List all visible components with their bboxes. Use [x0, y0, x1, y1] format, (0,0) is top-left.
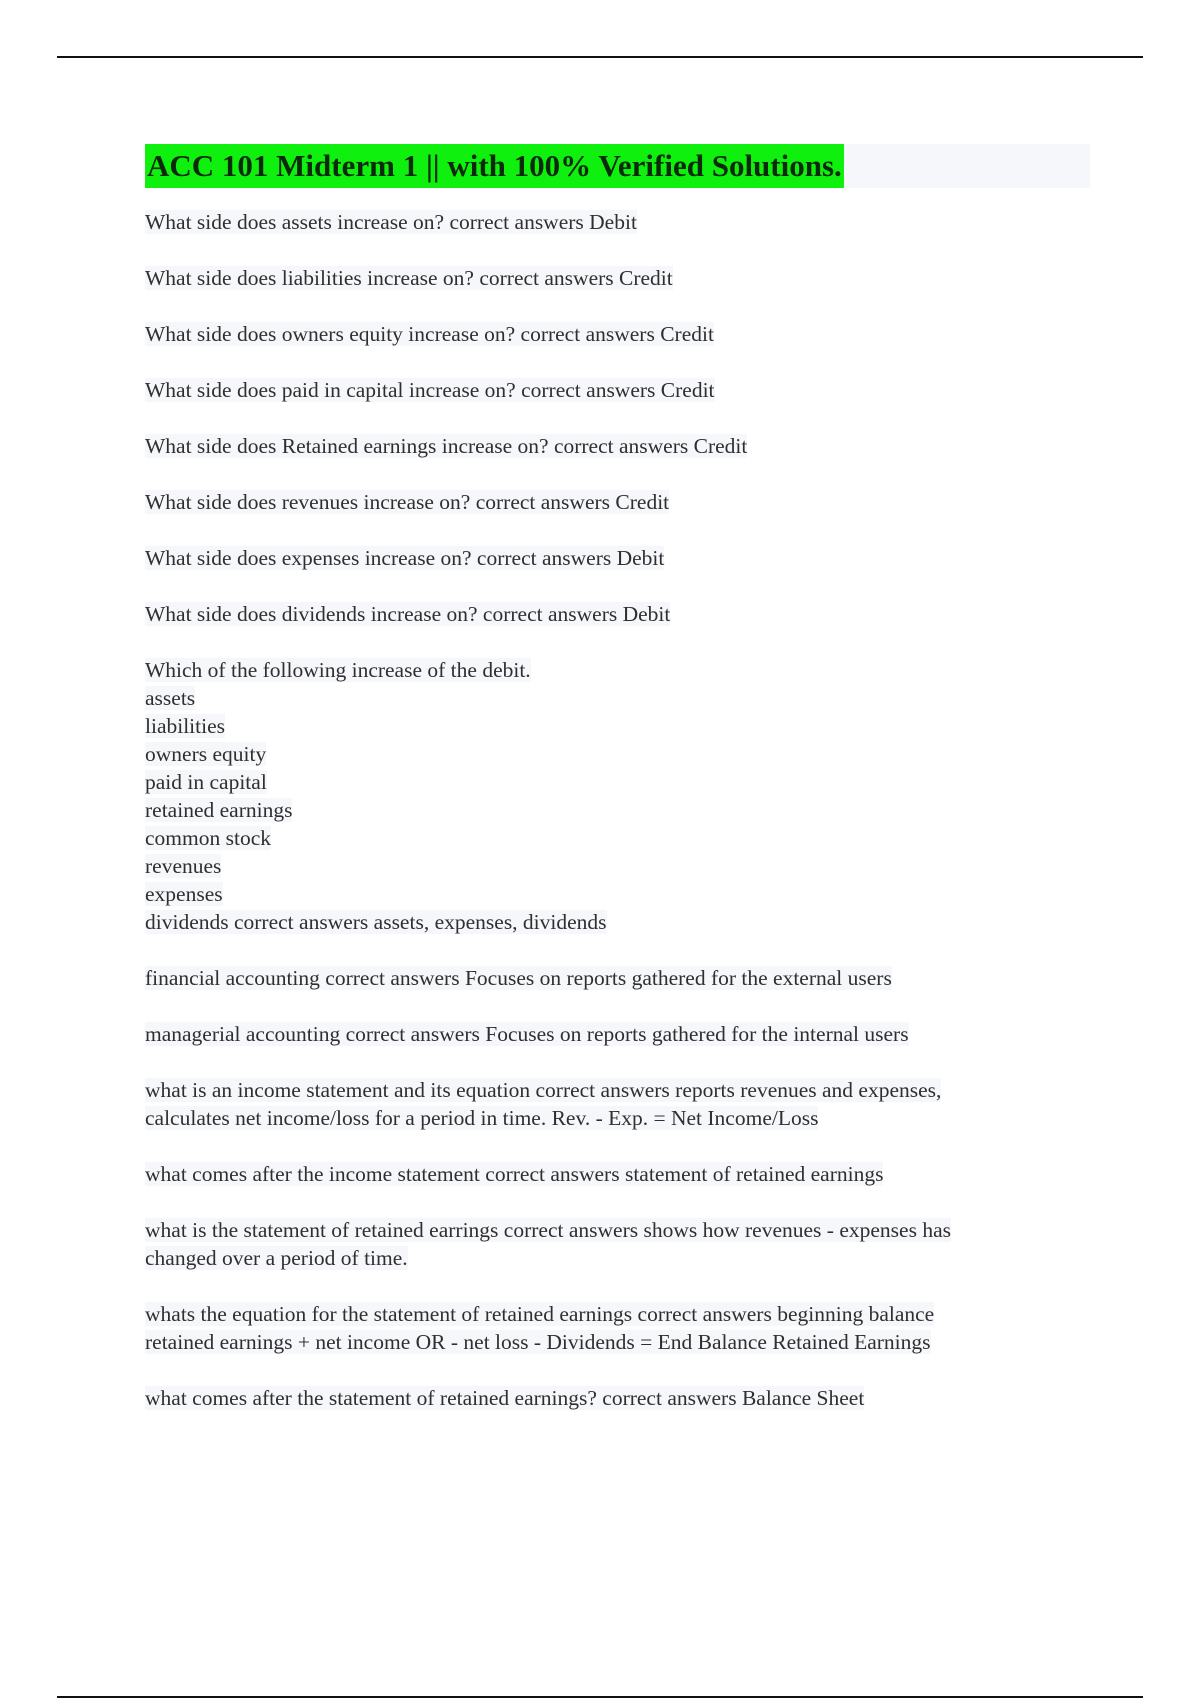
qa-item: What side does revenues increase on? correct answers Credit	[145, 490, 670, 514]
qa-item: What side does expenses increase on? correct answers Debit	[145, 546, 665, 570]
top-rule	[57, 56, 1143, 58]
qa-item: What side does paid in capital increase on? correct answers Credit	[145, 378, 715, 402]
title-band	[145, 144, 1090, 188]
qa-item: What side does owners equity increase on? correct answers Credit	[145, 322, 714, 346]
qa-item: What side does dividends increase on? correct answers Debit	[145, 602, 671, 626]
bottom-rule	[57, 1696, 1143, 1698]
qa-item: What side does assets increase on? correct answers Debit	[145, 210, 637, 234]
qa-item: Which of the following increase of the debit. assets liabilities owners equity paid in capital retained earnings common stock revenues expenses dividends correct answers assets, expenses, dividends	[145, 658, 607, 934]
document-title: ACC 101 Midterm 1 || with 100% Verified Solutions.	[145, 144, 844, 188]
qa-item: managerial accounting correct answers Focuses on reports gathered for the internal users	[145, 1022, 909, 1046]
qa-item: what comes after the income statement correct answers statement of retained earnings	[145, 1162, 884, 1186]
qa-item: what is an income statement and its equation correct answers reports revenues and expenses, calculates net income/loss for a period in time. Rev. - Exp. = Net Income/Loss	[145, 1078, 942, 1130]
qa-item: what comes after the statement of retained earnings? correct answers Balance Sheet	[145, 1386, 865, 1410]
document-body	[145, 144, 1090, 1440]
qa-item: What side does Retained earnings increase on? correct answers Credit	[145, 434, 748, 458]
qa-item: What side does liabilities increase on? correct answers Credit	[145, 266, 673, 290]
qa-item: whats the equation for the statement of retained earnings correct answers beginning balance retained earnings + net income OR - net loss - Dividends = End Balance Retained Earnings	[145, 1302, 935, 1354]
qa-item: financial accounting correct answers Focuses on reports gathered for the external users	[145, 966, 892, 990]
qa-list	[145, 208, 1090, 1412]
qa-item: what is the statement of retained earrings correct answers shows how revenues - expenses has changed over a period of time.	[145, 1218, 951, 1270]
